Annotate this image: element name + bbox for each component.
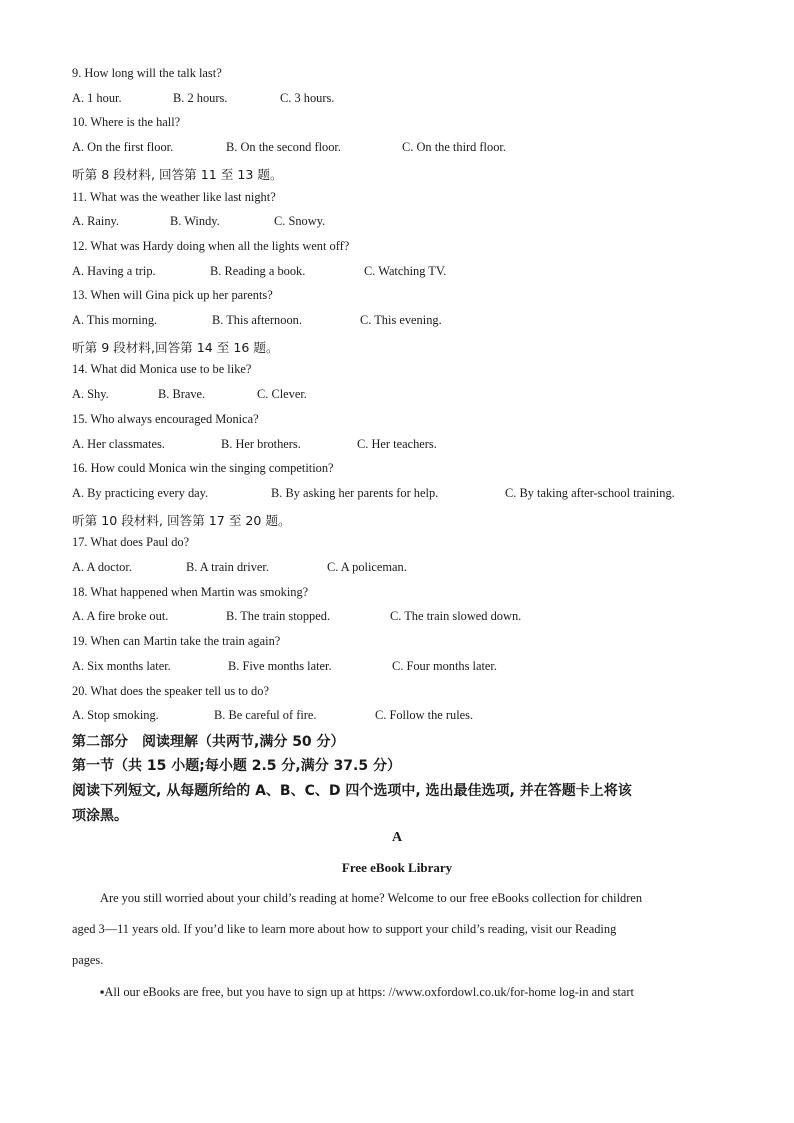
question-13: 13. When will Gina pick up her parents?: [72, 288, 273, 302]
option-c: C. A policeman.: [327, 560, 407, 574]
section-8-instruction: 听第 8 段材料, 回答第 11 至 13 题。: [72, 167, 283, 182]
question-18: 18. What happened when Martin was smoking?: [72, 585, 309, 599]
option-c: C. The train slowed down.: [390, 609, 522, 623]
option-b: B. This afternoon.: [212, 313, 302, 327]
option-b: B. By asking her parents for help.: [271, 486, 439, 500]
question-17: 17. What does Paul do?: [72, 535, 190, 549]
option-b: B. Windy.: [170, 214, 220, 228]
option-a: A. On the first floor.: [72, 140, 174, 154]
option-a: A. Six months later.: [72, 659, 171, 673]
option-c: C. Watching TV.: [364, 264, 447, 278]
part-two-title: 第二部分 阅读理解（共两节,满分 50 分）: [72, 734, 345, 750]
option-a: A. Shy.: [72, 387, 109, 401]
question-16: 16. How could Monica win the singing competition?: [72, 461, 334, 475]
question-10: 10. Where is the hall?: [72, 115, 181, 129]
section-10-instruction: 听第 10 段材料, 回答第 17 至 20 题。: [72, 513, 291, 528]
paragraph-1-line-2: aged 3—11 years old. If you’d like to learn more about how to support your child’s reading, visit our Reading: [72, 922, 617, 936]
reading-instruction-line2: 项涂黑。: [72, 808, 128, 824]
question-15: 15. Who always encouraged Monica?: [72, 412, 259, 426]
option-b: B. A train driver.: [186, 560, 269, 574]
section-9-instruction: 听第 9 段材料,回答第 14 至 16 题。: [72, 340, 279, 355]
option-c: C. Four months later.: [392, 659, 497, 673]
question-20: 20. What does the speaker tell us to do?: [72, 684, 269, 698]
option-a: A. Rainy.: [72, 214, 120, 228]
option-b: B. Five months later.: [228, 659, 332, 673]
option-a: A. A doctor.: [72, 560, 132, 574]
option-b: B. Brave.: [158, 387, 206, 401]
passage-letter: A: [391, 830, 403, 845]
option-c: C. This evening.: [360, 313, 442, 327]
option-b: B. Be careful of fire.: [214, 708, 317, 722]
option-c: C. Her teachers.: [357, 437, 437, 451]
question-14: 14. What did Monica use to be like?: [72, 362, 252, 376]
question-19: 19. When can Martin take the train again?: [72, 634, 281, 648]
option-c: C. Clever.: [257, 387, 307, 401]
option-b: B. Her brothers.: [221, 437, 301, 451]
option-b: B. 2 hours.: [173, 91, 228, 105]
option-a: A. By practicing every day.: [72, 486, 209, 500]
option-a: A. Having a trip.: [72, 264, 156, 278]
question-11: 11. What was the weather like last night?: [72, 190, 276, 204]
option-a: A. 1 hour.: [72, 91, 122, 105]
option-c: C. On the third floor.: [402, 140, 506, 154]
paragraph-1-line-1: Are you still worried about your child’s reading at home? Welcome to our free eBooks collection for children: [100, 891, 643, 905]
paragraph-1-line-3: pages.: [72, 953, 104, 967]
option-b: B. Reading a book.: [210, 264, 306, 278]
option-a: A. This morning.: [72, 313, 158, 327]
option-b: B. On the second floor.: [226, 140, 341, 154]
option-c: C. 3 hours.: [280, 91, 335, 105]
option-a: A. A fire broke out.: [72, 609, 169, 623]
section-one-title: 第一节（共 15 小题;每小题 2.5 分,满分 37.5 分）: [72, 758, 401, 774]
option-a: A. Her classmates.: [72, 437, 165, 451]
reading-instruction-line1: 阅读下列短文, 从每题所给的 A、B、C、D 四个选项中, 选出最佳选项, 并在答题卡上将该: [72, 783, 632, 799]
bullet-1: ▪All our eBooks are free, but you have to sign up at https: //www.oxfordowl.co.uk/for-home log-in and start: [100, 985, 634, 999]
option-a: A. Stop smoking.: [72, 708, 159, 722]
passage-title: Free eBook Library: [341, 860, 453, 875]
option-c: C. Follow the rules.: [375, 708, 474, 722]
question-12: 12. What was Hardy doing when all the lights went off?: [72, 239, 350, 253]
option-c: C. By taking after-school training.: [505, 486, 675, 500]
option-b: B. The train stopped.: [226, 609, 331, 623]
question-9: 9. How long will the talk last?: [72, 66, 222, 80]
option-c: C. Snowy.: [274, 214, 326, 228]
